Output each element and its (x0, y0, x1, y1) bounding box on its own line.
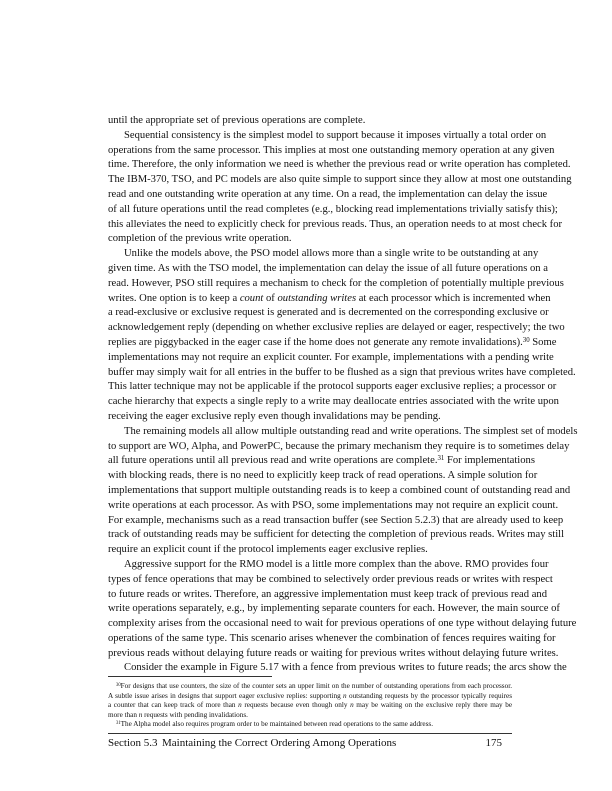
text-line (108, 366, 576, 381)
text-line (108, 573, 553, 588)
text-span: write operations at each processor. As with PSO, some implementations may not require an explicit count. (108, 499, 559, 511)
text-span: operations of the same type. This scenario arises whenever the combination of fences requires waiting for (108, 632, 556, 644)
text-line (108, 701, 512, 711)
emphasis: outstanding writes (277, 292, 357, 304)
text-span: Aggressive support for the RMO model is a little more complex than the above. RMO provides four (124, 558, 549, 570)
text-span: Some (529, 336, 557, 348)
text-span: implementations may not require an explicit counter. For example, implementations with a pending write (108, 351, 554, 363)
text-line (108, 306, 549, 321)
text-line (108, 277, 564, 292)
text-span: read and one outstanding write operation at any time. On a read, the implementation can delay the issue (108, 188, 548, 200)
text-span: acknowledgement reply (depending on whether exclusive replies are delayed or eager, respectively; the two (108, 322, 565, 334)
text-span: write operations separately, e.g., by implementing separate counters for each. However, the main source of (108, 603, 560, 615)
text-line (108, 617, 577, 632)
text-line (108, 558, 549, 573)
text-line (108, 292, 551, 307)
footnote (108, 720, 512, 730)
text-span: a counter that can keep track of more than (108, 701, 239, 710)
text-line (108, 158, 571, 173)
text-span: This latter technique may not be applicable if the protocol supports eager exclusive replies; a processor or (108, 381, 557, 393)
text-span: requests because even though only (241, 701, 351, 710)
text-span: a read-exclusive or exclusive request is generated and is decremented on the corresponding exclusive or (108, 307, 549, 319)
text-span: Sequential consistency is the simplest model to support because it imposes virtually a total order on (124, 129, 547, 141)
text-span: operations from the same processor. This implies at most one outstanding memory operation at any given (108, 144, 555, 156)
footnotes (108, 682, 512, 730)
text-span: of (263, 292, 278, 304)
text-line (108, 661, 567, 676)
text-span: The Alpha model also requires program order to be maintained between read operations to the same address. (120, 720, 434, 729)
text-span: buffer may simply wait for all entries in the buffer to be flushed as a sign that previous writes have completed. (108, 366, 576, 378)
paragraph (108, 425, 578, 558)
emphasis: n (350, 701, 354, 710)
text-line (108, 484, 571, 499)
text-span: types of fence operations that may be combined to selectively order previous reads or writes with respect (108, 573, 553, 585)
text-line (108, 336, 557, 351)
text-span: of all future operations until the read completes (e.g., blocking read implementations trivially satisfy this); (108, 203, 558, 215)
text-line (108, 499, 559, 514)
text-span: this alleviates the need to explicitly check for previous reads. Thus, an operation needs to at most check for (108, 218, 563, 230)
text-span: at each processor which is incremented when (356, 292, 551, 304)
text-span: previous reads without delaying future reads or waiting for previous writes without delaying future writes. (108, 647, 559, 659)
text-span: The IBM-370, TSO, and PC models are also quite simple to support since they allow at most one outstanding (108, 174, 572, 186)
emphasis: n (238, 701, 242, 710)
text-span: implementations that support multiple outstanding reads is to keep a combined count of outstanding read and (108, 484, 571, 496)
text-line (108, 114, 512, 129)
page-footer (108, 737, 512, 749)
text-span: until the appropriate set of previous operations are complete. (108, 115, 366, 126)
paragraph (108, 661, 567, 676)
text-span: outstanding requests by the processor typically requires (346, 691, 512, 700)
emphasis: n (138, 710, 143, 719)
text-span: cache hierarchy that expects a single reply to a write may deallocate entries associated with the write upon (108, 396, 559, 408)
text-span: all future operations until all previous read and write operations are complete. (108, 455, 438, 467)
text-line (108, 454, 535, 469)
body-text (108, 114, 578, 676)
text-span: A subtle issue arises in designs that support eager exclusive replies: supporting (108, 691, 344, 700)
text-line (108, 321, 565, 336)
text-span: with blocking reads, there is no need to explicitly keep track of read operations. A simple solution for (108, 470, 538, 482)
text-line (108, 380, 557, 395)
footnote (108, 682, 512, 720)
paragraph (108, 558, 577, 662)
paragraph (108, 114, 512, 129)
text-line (108, 351, 554, 366)
text-span: time. Therefore, the only information we need is whether the previous read or write operation has completed. (108, 159, 571, 171)
text-span: to future reads or writes. Therefore, an aggressive implementation must keep track of previous read and (108, 588, 547, 600)
emphasis: n (343, 691, 347, 700)
text-line (108, 262, 548, 277)
text-span: receiving the eager exclusive reply even though invalidations may be pending. (108, 410, 441, 422)
footnote-marker: 30 (116, 682, 121, 688)
text-line (108, 173, 572, 188)
footer-divider (108, 733, 512, 734)
text-line (108, 410, 512, 425)
paragraph (108, 247, 576, 425)
text-span: require an explicit count if the protocol implements eager exclusive replies. (108, 544, 428, 556)
footer-section-title: Maintaining the Correct Ordering Among Operations (162, 737, 397, 749)
footnote-divider (108, 676, 272, 677)
text-line (108, 425, 578, 440)
text-line (108, 395, 559, 410)
footer-section-number: Section 5.3 (108, 737, 158, 749)
text-line (108, 588, 547, 603)
text-line (108, 720, 512, 730)
text-line (108, 692, 512, 702)
text-line (108, 528, 565, 543)
text-line (108, 218, 563, 233)
text-line (108, 682, 512, 692)
text-line (108, 440, 570, 455)
footnote-marker: 31 (437, 454, 445, 462)
text-line (108, 514, 564, 529)
text-line (108, 144, 555, 159)
text-line (108, 632, 556, 647)
text-span: Consider the example in Figure 5.17 with a fence from previous writes to future reads; the arcs show the (124, 662, 567, 674)
text-line (108, 469, 538, 484)
text-span: complexity arises from the occasional need to wait for previous operations of one type without delaying future (108, 618, 577, 630)
text-line (108, 602, 560, 617)
text-line (108, 543, 512, 558)
text-span: For implementations (444, 455, 535, 467)
text-span: may be waiting on the exclusive reply there may be (353, 701, 513, 710)
text-span: completion of the previous write operation. (108, 233, 292, 245)
text-span: For designs that use counters, the size of the counter sets an upper limit on the number of outstanding operations from each processor. (120, 682, 512, 690)
text-line (108, 647, 559, 662)
text-span: track of outstanding reads may be sufficient for detecting the completion of previous reads. Writes may still (108, 529, 565, 541)
paragraph (108, 129, 572, 247)
text-span: read. However, PSO still requires a mechanism to check for the completion of potentially multiple previous (108, 277, 564, 289)
text-span: The remaining models all allow multiple outstanding read and write operations. The simplest set of models (124, 425, 578, 437)
text-span: For example, mechanisms such as a read transaction buffer (see Section 5.2.3) that are already used to keep (108, 514, 564, 526)
page-number: 175 (485, 737, 502, 749)
footnote-marker: 30 (522, 336, 530, 344)
text-line (108, 188, 548, 203)
text-line (108, 232, 512, 247)
footnote-marker: 31 (116, 721, 121, 727)
text-span: given time. As with the TSO model, the implementation can delay the issue of all future operations on a (108, 262, 548, 274)
text-span: to support are WO, Alpha, and PowerPC, because the primary mechanism they require is to sometimes delay (108, 440, 570, 452)
text-line (108, 203, 558, 218)
text-line (108, 247, 539, 262)
text-span: requests with pending invalidations. (142, 710, 248, 719)
text-span: writes. One option is to keep a (108, 292, 240, 304)
text-span: more than (108, 710, 139, 719)
emphasis: count (239, 292, 264, 304)
text-span: Unlike the models above, the PSO model allows more than a single write to be outstanding at any (124, 248, 539, 260)
text-span: replies are piggybacked in the eager case if the home does not generate any remote invalidations). (108, 336, 523, 348)
text-line (108, 129, 547, 144)
text-line (108, 711, 512, 721)
